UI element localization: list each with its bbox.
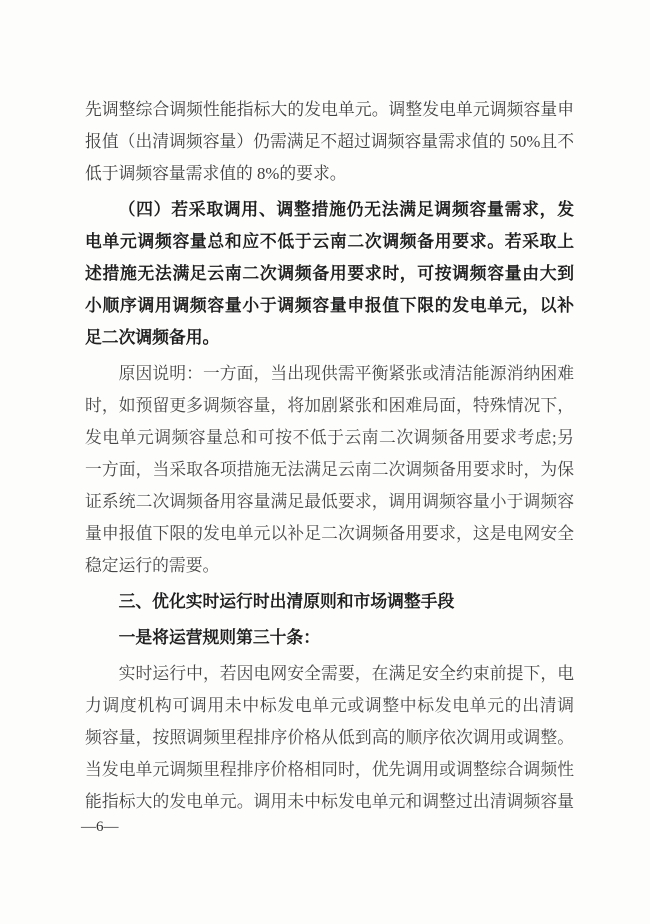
text-line: 述措施无法满足云南二次调频备用要求时，可按调频容量由大到 — [85, 264, 574, 283]
text-line: 小顺序调用调频容量小于调频容量申报值下限的发电单元，以补 — [85, 296, 574, 315]
text-line: 低于调频容量需求值的 8%的要求。 — [85, 164, 347, 183]
text-line: 能指标大的发电单元。调用未中标发电单元和调整过出清调频容量 — [85, 792, 574, 811]
text-line: 力调度机构可调用未中标发电单元或调整中标发电单元的出清调 — [85, 696, 574, 715]
text-line: 证系统二次调频备用容量满足最低要求，调用调频容量小于调频容 — [85, 492, 574, 511]
text-line: 当发电单元调频里程排序价格相同时，优先调用或调整综合调频性 — [85, 760, 574, 779]
subsection-heading-text: 一是将运营规则第三十条： — [118, 628, 320, 647]
text-line: 先调整综合调频性能指标大的发电单元。调整发电单元调频容量申 — [85, 100, 574, 119]
subsection-heading — [85, 622, 574, 654]
page-number: —6— — [81, 819, 119, 835]
text-line: （四）若采取调用、调整措施仍无法满足调频容量需求，发 — [118, 200, 574, 219]
text-line: 实时运行中，若因电网安全需要，在满足安全约束前提下，电 — [118, 664, 574, 683]
text-line: 发电单元调频容量总和可按不低于云南二次调频备用要求考虑;另 — [85, 428, 574, 447]
section-heading-text: 三、优化实时运行时出清原则和市场调整手段 — [118, 592, 455, 611]
paragraph-continuation — [85, 94, 574, 190]
paragraph-clause-four — [85, 194, 574, 354]
text-line: 一方面，当采取各项措施无法满足云南二次调频备用要求时，为保 — [85, 460, 574, 479]
text-line: 原因说明：一方面，当出现供需平衡紧张或清洁能源消纳困难 — [118, 364, 574, 383]
document-body — [85, 94, 574, 818]
paragraph-reason-note — [85, 358, 574, 582]
paragraph-rule-thirty — [85, 658, 574, 818]
text-line: 足二次调频备用。 — [85, 328, 220, 347]
text-line: 稳定运行的需要。 — [85, 556, 220, 575]
text-line: 频容量，按照调频里程排序价格从低到高的顺序依次调用或调整。 — [85, 728, 574, 747]
text-line: 报值（出清调频容量）仍需满足不超过调频容量需求值的 50%且不 — [85, 132, 574, 151]
section-heading — [85, 586, 574, 618]
text-line: 量申报值下限的发电单元以补足二次调频备用要求，这是电网安全 — [85, 524, 574, 543]
text-line: 电单元调频容量总和应不低于云南二次调频备用要求。若采取上 — [85, 232, 574, 251]
text-line: 时，如预留更多调频容量，将加剧紧张和困难局面，特殊情况下， — [85, 396, 574, 415]
